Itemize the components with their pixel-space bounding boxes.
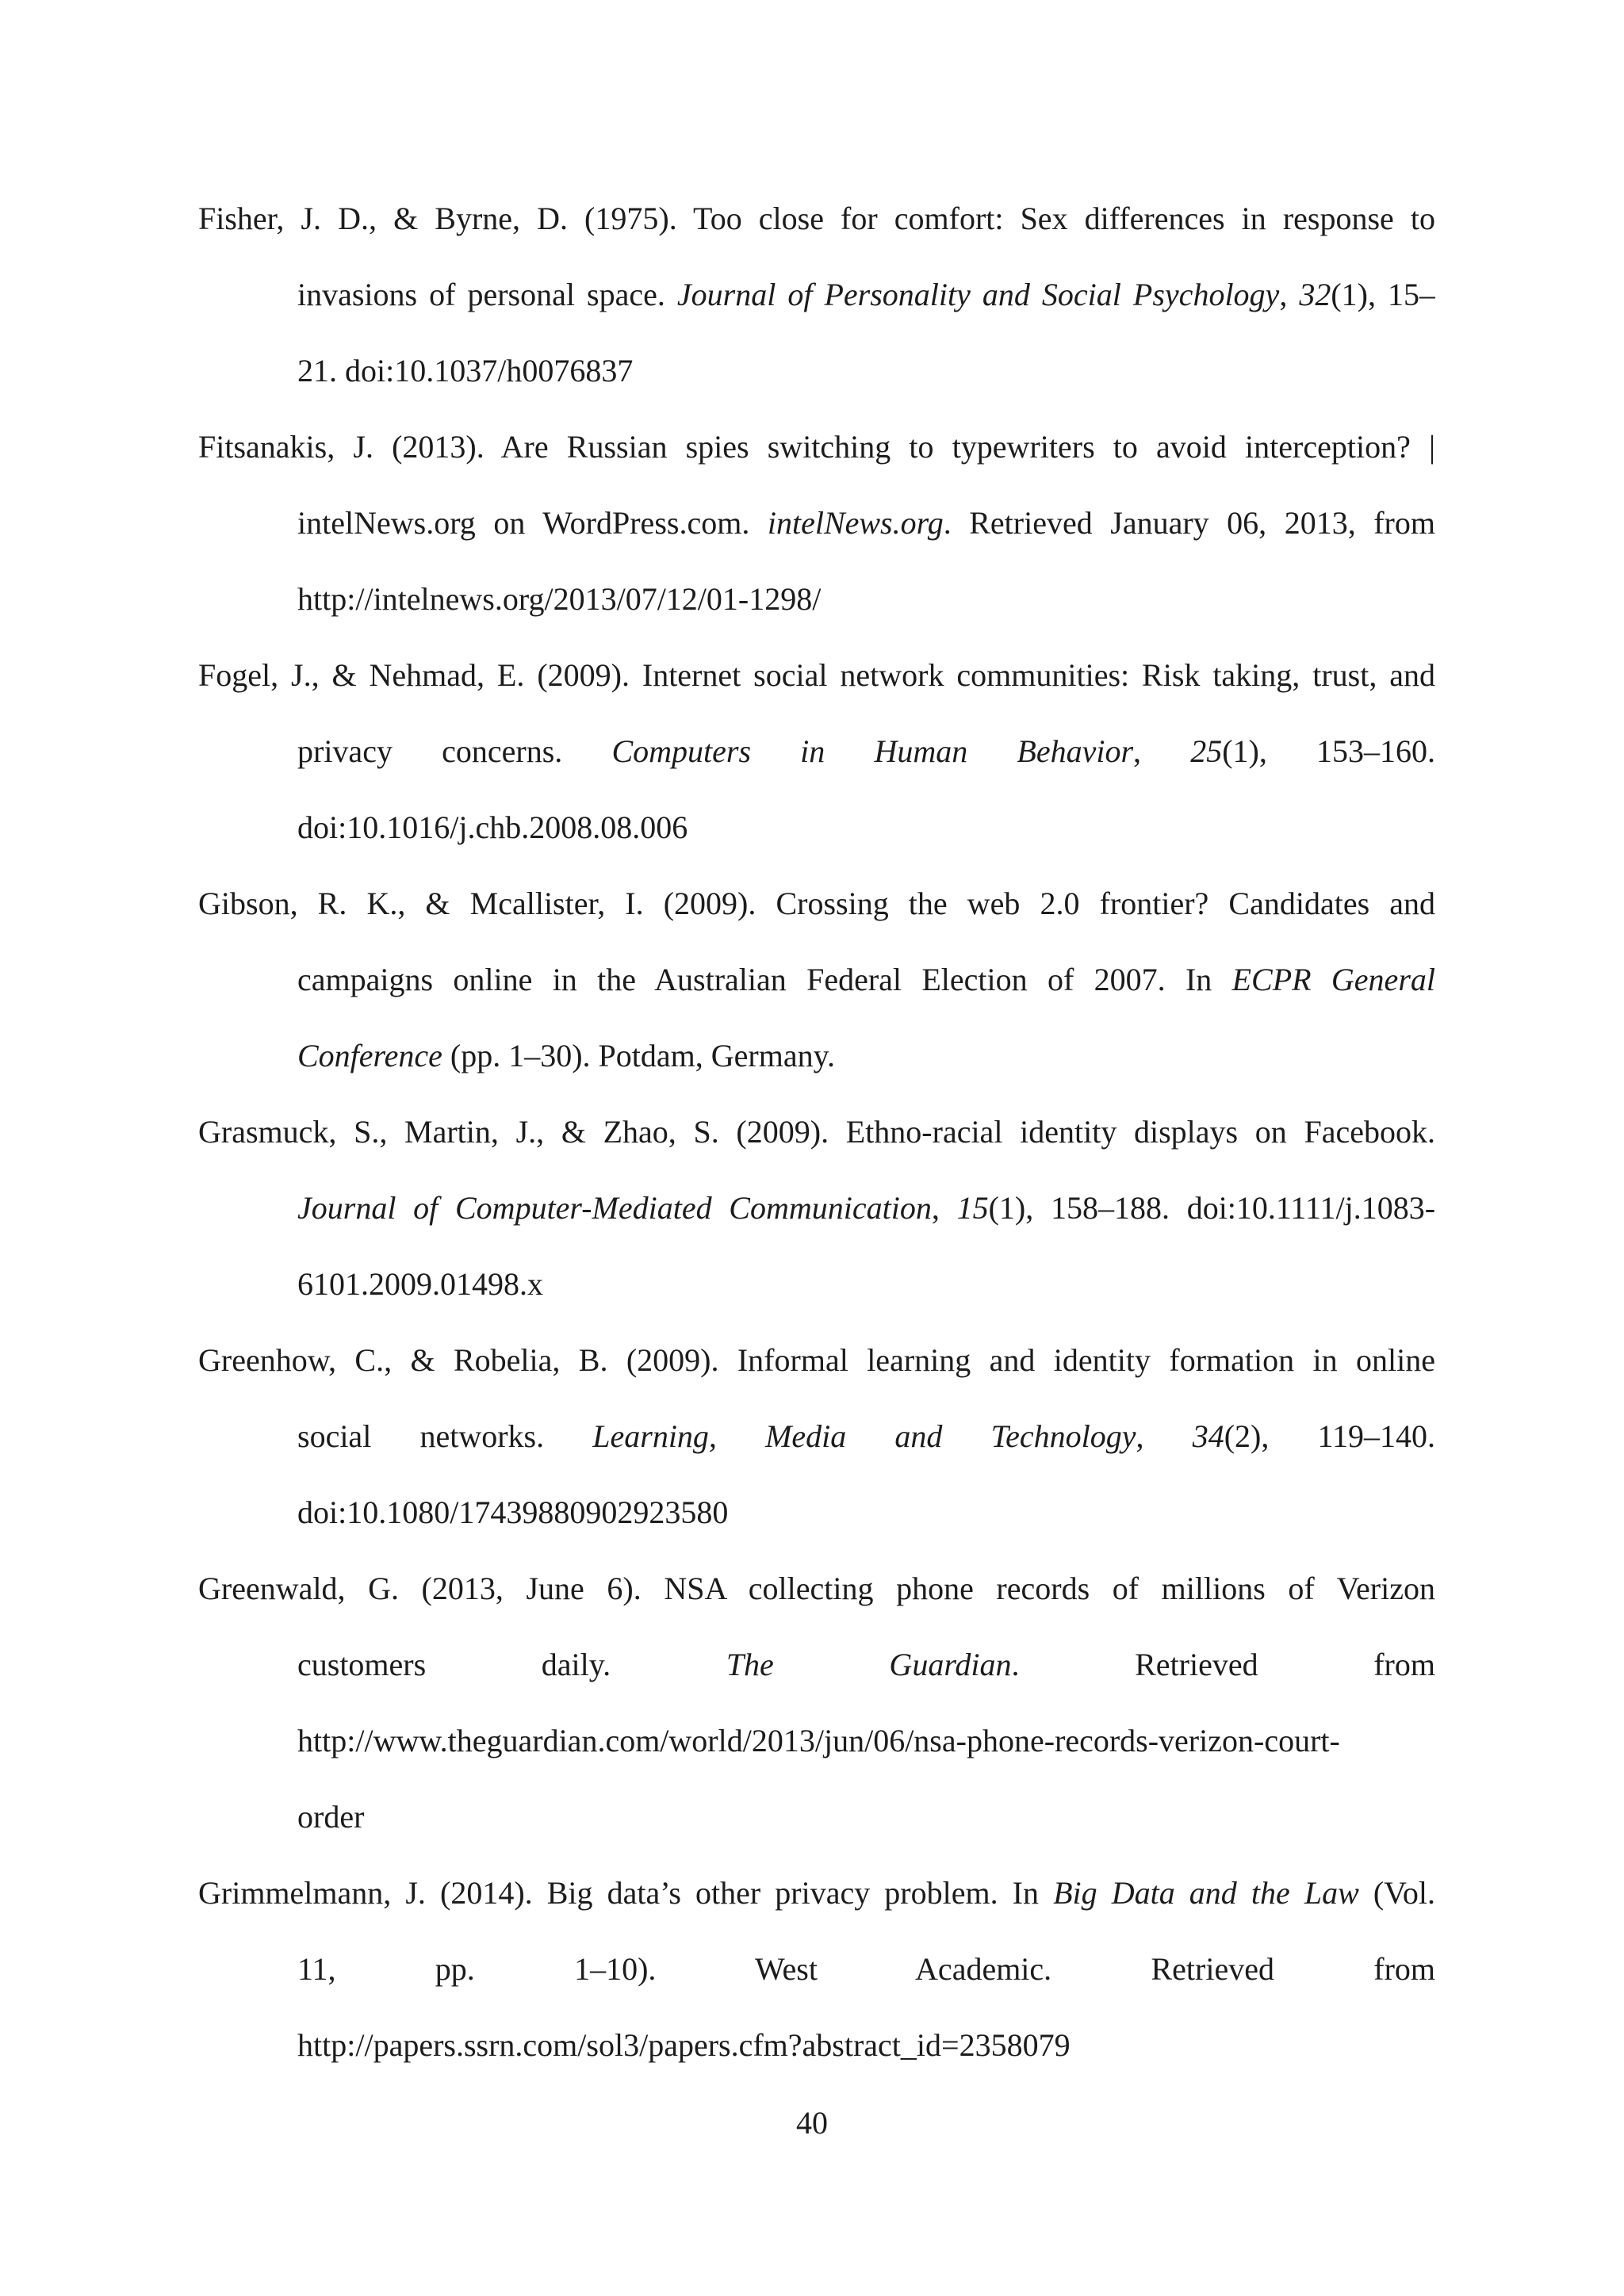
italic-text: 25 <box>1190 733 1223 769</box>
reference-line <box>198 1246 1435 1322</box>
reference-text: 21. doi:10.1037/h0076837 <box>297 353 634 388</box>
reference-line <box>198 485 1435 561</box>
italic-text: Big Data and the Law <box>1053 1875 1359 1911</box>
reference-text: , <box>1133 733 1191 769</box>
reference-text: (1), 158–188. doi:10.1111/j.1083- <box>988 1190 1435 1226</box>
reference-line <box>198 1703 1435 1779</box>
reference-line <box>198 1399 1435 1475</box>
reference-line <box>198 1931 1435 2007</box>
italic-text: 34 <box>1192 1418 1224 1454</box>
reference-entry <box>198 637 1435 866</box>
reference-text: 6101.2009.01498.x <box>297 1266 543 1302</box>
reference-text: , <box>931 1190 957 1226</box>
reference-line <box>198 1170 1435 1246</box>
reference-line <box>198 1551 1435 1627</box>
reference-entry <box>198 866 1435 1094</box>
italic-text: 32 <box>1299 277 1331 312</box>
reference-line <box>198 1779 1435 1855</box>
reference-text: http://intelnews.org/2013/07/12/01-1298/ <box>297 581 822 617</box>
reference-text: (Vol. <box>1358 1875 1435 1911</box>
reference-line <box>198 1855 1435 1931</box>
reference-text: campaigns online in the Australian Federal Election of 2007. In <box>297 962 1232 997</box>
reference-text: doi:10.1016/j.chb.2008.08.006 <box>297 809 688 845</box>
reference-line <box>198 333 1435 409</box>
reference-text: , <box>1279 277 1300 312</box>
reference-text: social networks. <box>297 1418 593 1454</box>
reference-text: Fisher, J. D., & Byrne, D. (1975). Too close for comfort: Sex differences in response to <box>198 201 1435 236</box>
reference-text: invasions of personal space. <box>297 277 677 312</box>
reference-text: (pp. 1–30). Potdam, Germany. <box>442 1038 835 1073</box>
italic-text: Conference <box>297 1038 442 1073</box>
italic-text: Journal of Computer-Mediated Communication <box>297 1190 932 1226</box>
reference-text: doi:10.1080/17439880902923580 <box>297 1494 729 1530</box>
reference-entry <box>198 1551 1435 1855</box>
reference-text: Fogel, J., & Nehmad, E. (2009). Internet social network communities: Risk taking, trust, and <box>198 657 1435 693</box>
reference-entry <box>198 181 1435 409</box>
reference-line <box>198 1475 1435 1551</box>
reference-entry <box>198 1855 1435 2084</box>
reference-text: , <box>1136 1418 1193 1454</box>
reference-line <box>198 714 1435 790</box>
reference-line <box>198 561 1435 637</box>
reference-text: http://papers.ssrn.com/sol3/papers.cfm?abstract_id=2358079 <box>297 2027 1071 2063</box>
reference-text: Greenhow, C., & Robelia, B. (2009). Informal learning and identity formation in online <box>198 1342 1435 1378</box>
reference-text: 11, pp. 1–10). West Academic. Retrieved from <box>297 1951 1435 1987</box>
reference-line <box>198 790 1435 866</box>
reference-text: privacy concerns. <box>297 733 612 769</box>
reference-line <box>198 942 1435 1018</box>
reference-entry <box>198 1322 1435 1551</box>
reference-text: intelNews.org on WordPress.com. <box>297 505 768 541</box>
reference-line <box>198 181 1435 257</box>
reference-entry <box>198 1094 1435 1322</box>
reference-line <box>198 1094 1435 1170</box>
italic-text: ECPR General <box>1231 962 1435 997</box>
reference-entry <box>198 409 1435 637</box>
reference-text: . Retrieved January 06, 2013, from <box>943 505 1435 541</box>
reference-line <box>198 2007 1435 2084</box>
reference-line <box>198 257 1435 333</box>
reference-text: order <box>297 1799 365 1835</box>
reference-line <box>198 1322 1435 1399</box>
reference-text: Gibson, R. K., & Mcallister, I. (2009). Crossing the web 2.0 frontier? Candidates and <box>198 886 1435 921</box>
italic-text: intelNews.org <box>767 505 944 541</box>
reference-text: (2), 119–140. <box>1224 1418 1435 1454</box>
italic-text: 15 <box>956 1190 989 1226</box>
reference-line <box>198 866 1435 942</box>
reference-line <box>198 1627 1435 1703</box>
reference-list <box>198 181 1435 2084</box>
reference-text: . Retrieved from <box>1011 1647 1435 1682</box>
reference-text: Grasmuck, S., Martin, J., & Zhao, S. (2009). Ethno-racial identity displays on Facebook. <box>198 1114 1435 1150</box>
reference-text: (1), 15– <box>1331 277 1435 312</box>
reference-text: customers daily. <box>297 1647 726 1682</box>
reference-line <box>198 409 1435 485</box>
page-number: 40 <box>796 2105 828 2141</box>
italic-text: Learning, Media and Technology <box>592 1418 1136 1454</box>
italic-text: The Guardian <box>726 1647 1012 1682</box>
italic-text: Computers in Human Behavior <box>611 733 1134 769</box>
reference-text: Grimmelmann, J. (2014). Big data’s other privacy problem. In <box>198 1875 1054 1911</box>
italic-text: Journal of Personality and Social Psychology <box>676 277 1280 312</box>
reference-text: Greenwald, G. (2013, June 6). NSA collecting phone records of millions of Verizon <box>198 1571 1435 1606</box>
reference-line <box>198 1018 1435 1094</box>
reference-text: (1), 153–160. <box>1222 733 1435 769</box>
reference-line <box>198 637 1435 714</box>
reference-text: http://www.theguardian.com/world/2013/jun/06/nsa-phone-records-verizon-court- <box>297 1723 1340 1758</box>
reference-text: Fitsanakis, J. (2013). Are Russian spies switching to typewriters to avoid interception? | <box>198 429 1435 465</box>
